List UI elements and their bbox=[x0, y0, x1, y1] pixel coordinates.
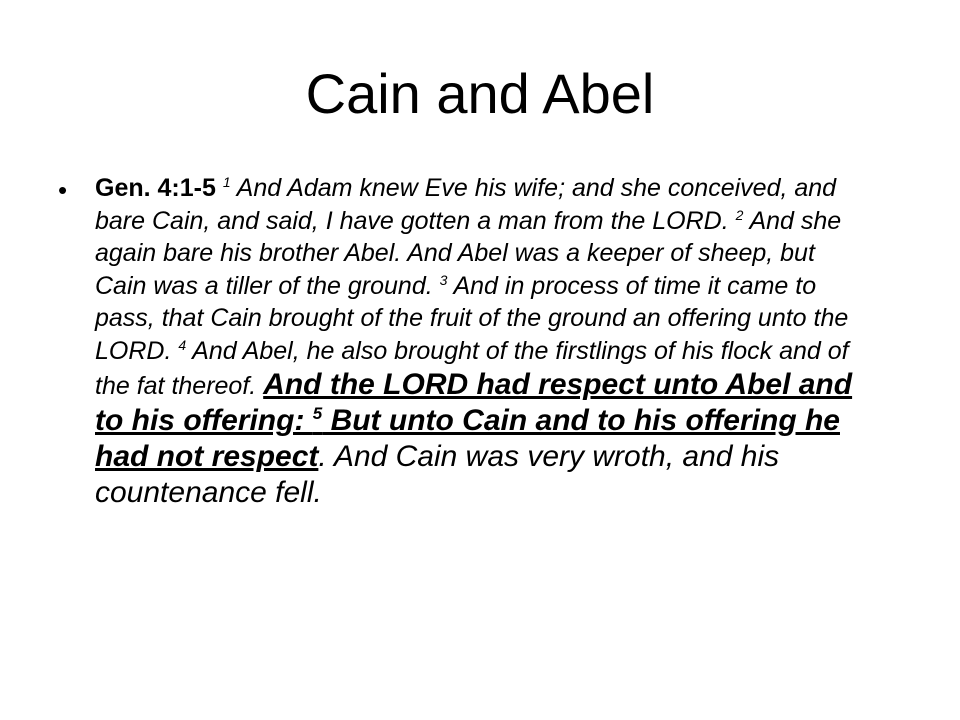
closing-text: . And Cain was very wroth, and his countenance fell. bbox=[95, 440, 780, 509]
verse-2-text: And she again bare his brother Abel. And Abel was a keeper of sheep, but Cain was a tiller of the ground. bbox=[95, 206, 842, 300]
verse-number-1: 1 bbox=[222, 174, 231, 190]
emphasized-text-cain: But unto Cain and to his offering he had not respect bbox=[95, 404, 840, 473]
bullet-item bbox=[58, 172, 878, 511]
verse-number-3: 3 bbox=[439, 271, 448, 288]
verse-4-text: And Abel, he also brought of the firstlings of bbox=[186, 336, 682, 365]
verse-number-2: 2 bbox=[735, 206, 744, 223]
verse-number-5: 5 bbox=[312, 404, 323, 423]
verse-3-text: And in process of time it came to pass, that Cain brought of the fruit of the ground an offering unto the LORD. bbox=[95, 271, 849, 365]
scripture-reference: Gen. 4:1-5 bbox=[95, 174, 216, 202]
scripture-passage bbox=[95, 172, 870, 511]
verse-4-text-continued: his flock and of the fat thereof. bbox=[95, 336, 849, 400]
verse-number-4: 4 bbox=[178, 336, 187, 353]
bullet-marker: • bbox=[58, 175, 68, 205]
slide-title: Cain and Abel bbox=[305, 62, 655, 125]
emphasized-text-abel: And the LORD had respect unto Abel and to his offering: bbox=[95, 368, 853, 437]
verse-1-text: And Adam knew Eve his wife; and she conceived, and bare Cain, and said, I have gotten a man from the LORD. bbox=[95, 174, 837, 235]
